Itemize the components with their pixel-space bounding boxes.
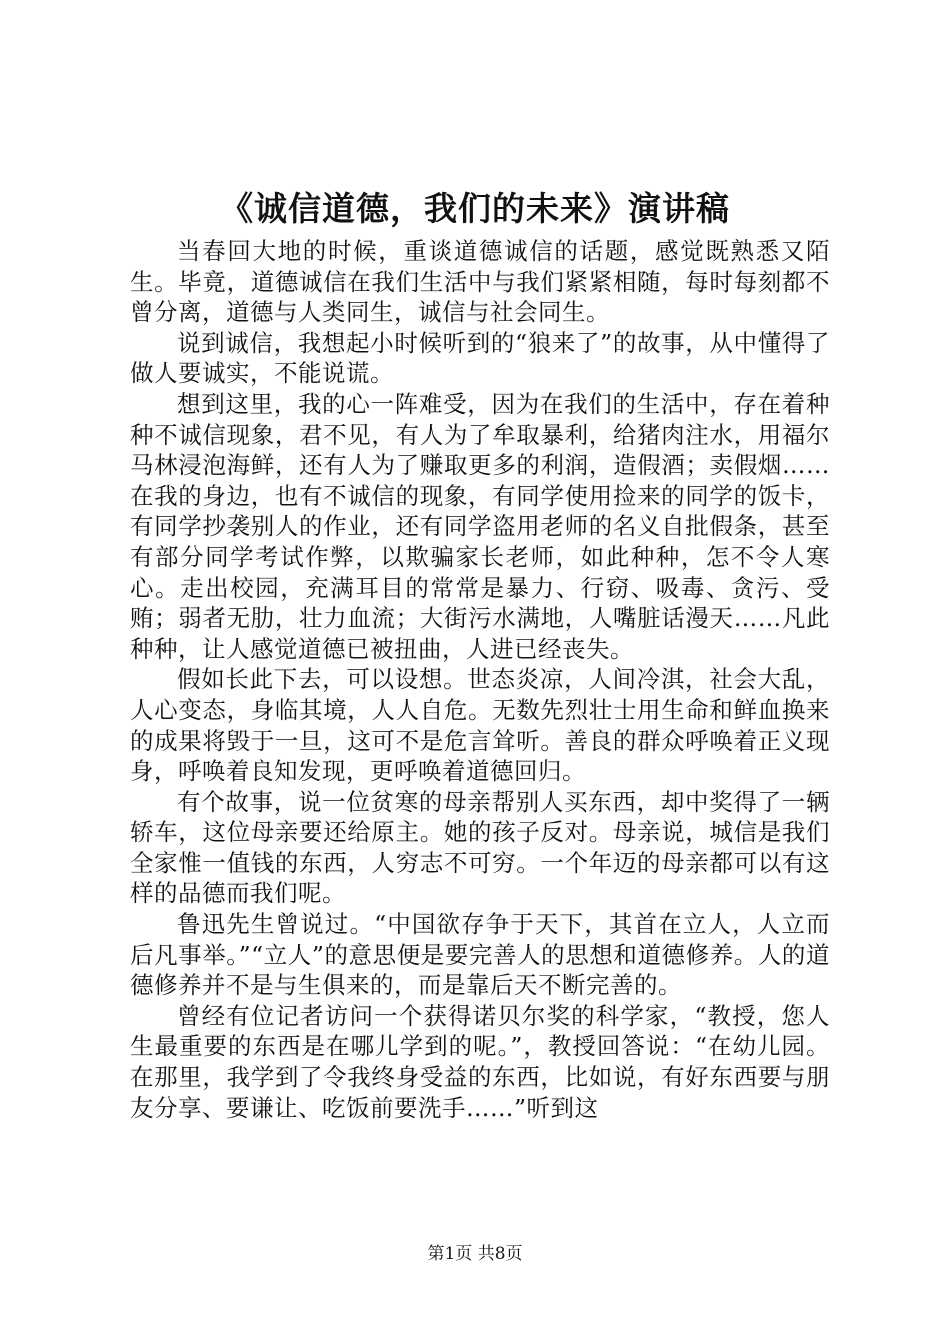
document-title: 《诚信道德，我们的未来》演讲稿	[220, 189, 730, 228]
paragraph: 当春回大地的时候，重谈道德诚信的话题，感觉既熟悉又陌生。毕竟，道德诚信在我们生活中与我们紧紧相随，每时每刻都不曾分离，道德与人类同生，诚信与社会同生。	[130, 237, 830, 327]
paragraph: 曾经有位记者访问一个获得诺贝尔奖的科学家，“教授，您人生最重要的东西是在哪儿学到的呢。”，教授回答说：“在幼儿园。在那里，我学到了令我终身受益的东西，比如说，有好东西要与朋友分享、要谦让、吃饭前要洗手……”听到这	[130, 1001, 830, 1122]
paragraph: 想到这里，我的心一阵难受，因为在我们的生活中，存在着种种不诚信现象，君不见，有人为了牟取暴利，给猪肉注水，用福尔马林浸泡海鲜，还有人为了赚取更多的利润，造假酒；卖假烟……在我的身边，也有不诚信的现象，有同学使用捡来的同学的饭卡，有同学抄袭别人的作业，还有同学盗用老师的名义自批假条，甚至有部分同学考试作弊，以欺骗家长老师，如此种种，怎不令人寒心。走出校园，充满耳目的常常是暴力、行窃、吸毒、贪污、受贿；弱者无肋，壮力血流；大街污水满地，人嘴脏话漫天……凡此种种，让人感觉道德已被扭曲，人进已经丧失。	[130, 389, 830, 663]
page-number-footer: 第1页 共8页	[427, 1244, 523, 1264]
paragraph: 假如长此下去，可以设想。世态炎凉，人间冷淇，社会大乱，人心变态，身临其境，人人自危。无数先烈壮士用生命和鲜血换来的成果将毁于一旦，这可不是危言耸听。善良的群众呼唤着正义现身，呼唤着良知发现，更呼唤着道德回归。	[130, 665, 830, 786]
paragraph: 说到诚信，我想起小时候听到的“狼来了”的故事，从中懂得了做人要诚实，不能说谎。	[130, 328, 830, 388]
paragraph: 鲁迅先生曾说过。“中国欲存争于天下，其首在立人，人立而后凡事举。”“立人”的意思便是要完善人的思想和道德修养。人的道德修养并不是与生俱来的，而是靠后天不断完善的。	[130, 910, 830, 1000]
paragraph: 有个故事，说一位贫寒的母亲帮别人买东西，却中奖得了一辆轿车，这位母亲要还给原主。她的孩子反对。母亲说，城信是我们全家惟一值钱的东西，人穷志不可穷。一个年迈的母亲都可以有这样的品德而我们呢。	[130, 787, 830, 908]
document-body	[130, 236, 830, 1123]
